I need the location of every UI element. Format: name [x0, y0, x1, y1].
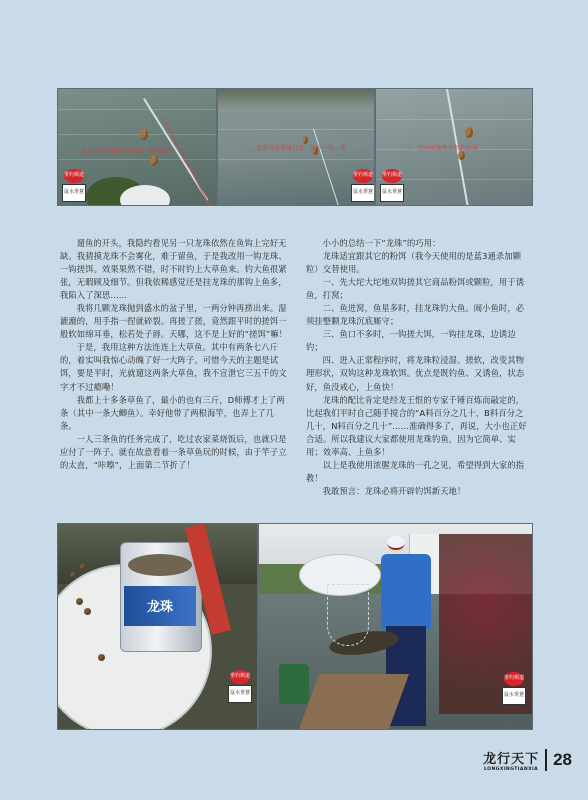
article-right-column [306, 237, 530, 498]
paragraph: 二、鱼进窝，鱼星多时，挂龙珠钓大鱼。闹小鱼时，必须挂整颗龙珠沉底厮守； [306, 303, 525, 327]
watermark-seal: 垂钓频道 鼠水垂薏 [351, 169, 375, 202]
magazine-logo [483, 748, 539, 772]
paragraph: 我敢预言：龙珠必将开辟钓饵新天地！ [322, 485, 466, 496]
paragraph: 以上是我使用浓腥龙珠的一孔之见，希望得到大家的指教！ [306, 459, 525, 483]
watermark-seal: 垂钓频道 鼠水垂薏 [228, 670, 252, 703]
photo-caption: 一、鱼情先钓外围龙珠出饵，龙珠出鱼 [70, 148, 173, 155]
can-label: 龙珠 [146, 600, 173, 615]
magazine-name: 龙行天下 [483, 752, 540, 767]
article-left-column [60, 237, 288, 472]
page-footer [483, 748, 572, 772]
paragraph: 一人三条鱼的任务完成了，吃过农家菜烧饭后，也就只是应付了一阵子。就在故意看着一条草鱼玩的时候，由于竿子立的太直，“咔嚓”，上面第二节折了！ [60, 433, 287, 470]
photo-angler-with-fish [258, 523, 533, 730]
paragraph: 小小的总结一下“龙珠”的巧用： [322, 238, 441, 248]
paragraph: 四、进入正常程序时，将龙珠粒浸湿、搓软，改变其物理形状，双钩这种龙珠软饵。优点是既钓鱼、又诱鱼，状态好，鱼没戒心，上鱼快！ [306, 355, 525, 392]
paragraph: 三、鱼口不多时，一钩搓大饵，一钩挂龙珠，边诱边钓； [306, 329, 516, 353]
watermark-seal: 垂钓频道 鼠水垂薏 [502, 672, 526, 705]
photo-top-1 [57, 88, 217, 206]
paragraph: 我都上十多条草鱼了，最小的也有三斤，D师傅才上了两条（其中一条大鲫鱼）。幸好他带了两根海竿，也弄上了几条。 [60, 394, 285, 431]
magazine-name-pinyin: LONGXINGTIANXIA [484, 767, 539, 772]
paragraph: 龙珠的配比肯定是经龙王恨的专家千锤百炼而敲定的，比起我们平时自己随手搅合的“A料百分之几十，B料百分之几十，N料百分之几十”……准确得多了，再说，大小也正好合适。所以我建议大家都使用龙珠钓鱼，因为它简单、实用；效率高、上鱼多！ [306, 394, 527, 457]
paragraph: 龙珠适宜跟其它的粉饵（我今天使用的是蓝3通杀加颗粒）交替使用。 [306, 251, 522, 275]
photo-top-2 [217, 88, 375, 206]
paragraph: 于是，我用这种方法连连上大草鱼。其中有两条七八斤的，着实叫我惊心动魄了好一大阵子。可惜今天的主题是试饵，要是平时，光就遛这两条大草鱼，我不宣泄它三五千的文字才不过瘾嘞！ [60, 342, 287, 392]
photo-top-3 [375, 88, 533, 206]
watermark-seal: 垂钓频道 鼠水垂薏 [380, 169, 404, 202]
footer-divider [545, 749, 547, 771]
paragraph: 我将几颗龙珠抛到盛水的盆子里，一两分钟再捞出来。湿漉漉的，用手指一捏就碎裂。再搓了搓，竟然跟平时的搓饵一般软如绵耳垂，松若处子唇。天哪，这不是上好的“搓饵”嘛！ [60, 303, 288, 340]
paragraph: 遛鱼的开头，我隐约看见另一只龙珠依然在鱼钩上完好无缺。我猜摸龙珠不会雾化，难于留鱼，于是我改用一钩龙珠、一钩搓饵。效果果然不错，时不时钓上大草鱼来。钓大鱼很紧张，无暇顾及细节。但我依稀感觉还是挂龙珠的那钩上鱼多，我陷入了深思…… [60, 238, 287, 301]
photo-caption: 三、钓外围龙珠出饵的效果 [406, 145, 479, 152]
watermark-seal: 垂钓频道 鼠水垂薏 [62, 169, 86, 202]
page-number: 28 [553, 750, 572, 769]
photo-bait-can [57, 523, 258, 730]
photo-caption: 二、龙珠可以诱鱼打窝，鱼小一钩一珠 [244, 145, 347, 152]
paragraph: 一、先大坨大坨地双钩搓其它商品粉饵或颗粒，用于诱鱼，打窝； [306, 277, 525, 301]
